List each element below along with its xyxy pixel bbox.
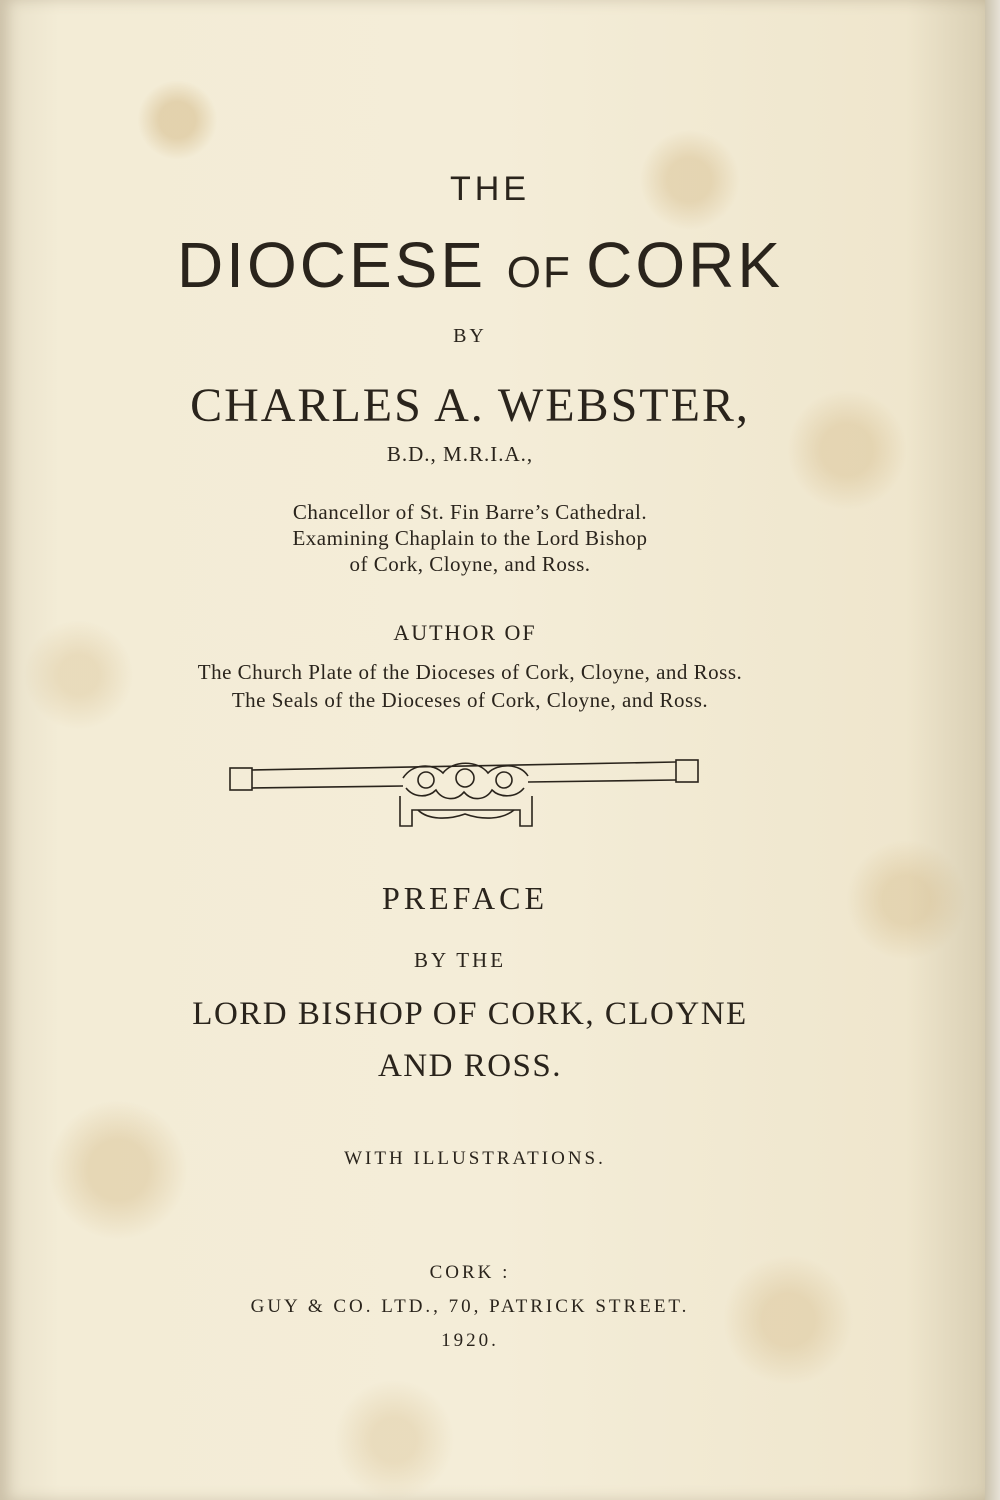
book-title-of: OF [506, 248, 587, 297]
affiliation-line: of Cork, Cloyne, and Ross. [349, 552, 591, 576]
ornamental-rule [228, 748, 703, 838]
book-title-part-1: DIOCESE [176, 229, 507, 301]
imprint-publisher: GUY & CO. LTD., 70, PATRICK STREET. [250, 1296, 690, 1317]
prior-work: The Seals of the Dioceses of Cork, Cloyne, and Ross. [231, 688, 709, 712]
imprint-year: 1920. [441, 1330, 499, 1351]
affiliation-line: Examining Chaplain to the Lord Bishop [292, 526, 648, 550]
illustrations-note: WITH ILLUSTRATIONS. [344, 1148, 606, 1169]
author-degrees: B.D., M.R.I.A., [386, 442, 534, 466]
book-title-part-2: CORK [586, 229, 784, 301]
page-edge [985, 0, 1000, 1500]
preface-by: BY THE [413, 948, 507, 972]
affiliation-line: Chancellor of St. Fin Barre’s Cathedral. [292, 500, 648, 524]
imprint-city: CORK : [429, 1262, 511, 1283]
preface-author-line: AND ROSS. [377, 1048, 563, 1084]
book-title [10, 228, 950, 302]
preface-author-line: LORD BISHOP OF CORK, CLOYNE [192, 996, 748, 1032]
preface-heading: PREFACE [381, 880, 549, 916]
prior-work: The Church Plate of the Dioceses of Cork, Cloyne, and Ross. [197, 660, 743, 684]
author-name: CHARLES A. WEBSTER, [190, 379, 750, 432]
title-article: THE [450, 170, 530, 208]
byline-by: BY [453, 325, 487, 347]
author-of-heading: AUTHOR OF [393, 620, 537, 645]
